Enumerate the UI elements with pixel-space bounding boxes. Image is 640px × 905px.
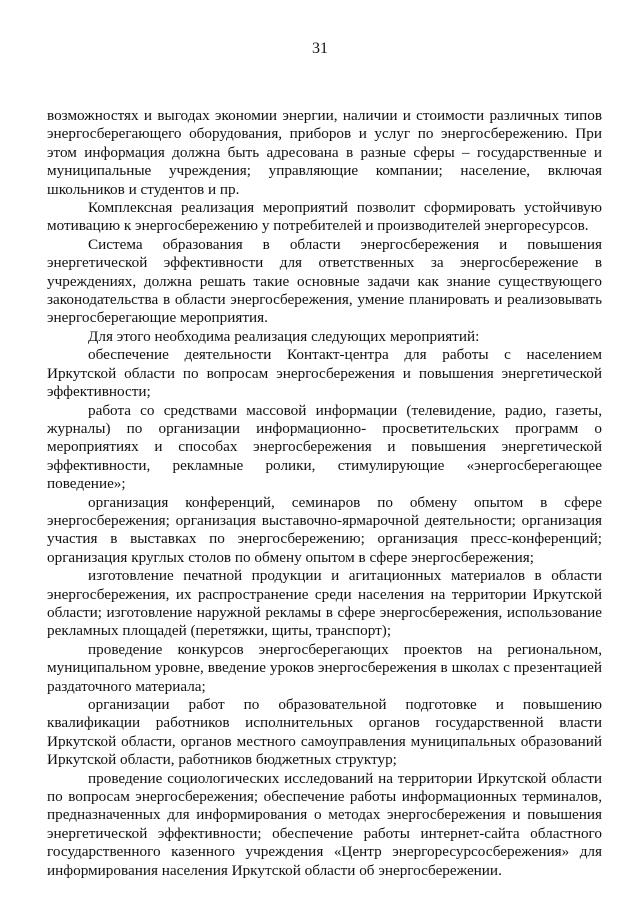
list-item: организации работ по образовательной подготовке и повышению квалификации работников исполнительных органов государственной власти Иркутской области, органов местного самоуправления муниципальных образований Иркутской области, работников бюджетных структур; — [47, 696, 602, 769]
paragraph: Комплексная реализация мероприятий позволит сформировать устойчивую мотивацию к энергосбережению у потребителей и производителей энергоресурсов. — [47, 199, 602, 235]
list-item: организация конференций, семинаров по обмену опытом в сфере энергосбережения; организация выставочно-ярмарочной деятельности; организация участия в выставках по энергосбережению; организация пресс-конференций; организация круглых столов по обмену опытом в сфере энергосбережения; — [47, 493, 602, 566]
page-number: 31 — [312, 40, 328, 57]
paragraph: Для этого необходима реализация следующих мероприятий: — [88, 327, 480, 345]
list-item: проведение конкурсов энергосберегающих проектов на региональном, муниципальном уровне, введение уроков энергосбережения в школах с презентацией раздаточного материала; — [47, 640, 602, 695]
body-text — [47, 107, 602, 880]
list-item: проведение социологических исследований на территории Иркутской области по вопросам энергосбережения; обеспечение работы информационных терминалов, предназначенных для информирования о методах энергосбережения и повышения энергетической эффективности; обеспечение работы интернет-сайта областного государственного казенного учреждения «Центр энергоресурсосбережения» для информирования населения Иркутской области об энергосбережении. — [47, 769, 602, 879]
list-item: изготовление печатной продукции и агитационных материалов в области энергосбережения, их распространение среди населения на территории Иркутской области; изготовление наружной рекламы в сфере энергосбережения, использование рекламных площадей (перетяжки, щиты, транспорт); — [47, 567, 602, 640]
list-item: работа со средствами массовой информации (телевидение, радио, газеты, журналы) по организации информационно- просветительских программ о мероприятиях и способах энергосбережения и повышения энергетической эффективности, рекламные ролики, стимулирующие «энергосберегающее поведение»; — [47, 401, 602, 493]
paragraph: Система образования в области энергосбережения и повышения энергетической эффективности для ответственных за энергосбережение в учреждениях, должна решать такие основные задачи как знание существующего законодательства в области энергосбережения, умение планировать и реализовывать энергосберегающие мероприятия. — [47, 235, 602, 327]
list-item: обеспечение деятельности Контакт-центра для работы с населением Иркутской области по вопросам энергосбережения и повышения энергетической эффективности; — [47, 346, 602, 401]
paragraph-continuation: возможностях и выгодах экономии энергии, наличии и стоимости различных типов энергосберегающего оборудования, приборов и услуг по энергосбережению. При этом информация должна быть адресована в разные сферы – государственные и муниципальные учреждения; управляющие компании; население, включая школьников и студентов и пр. — [47, 107, 602, 198]
